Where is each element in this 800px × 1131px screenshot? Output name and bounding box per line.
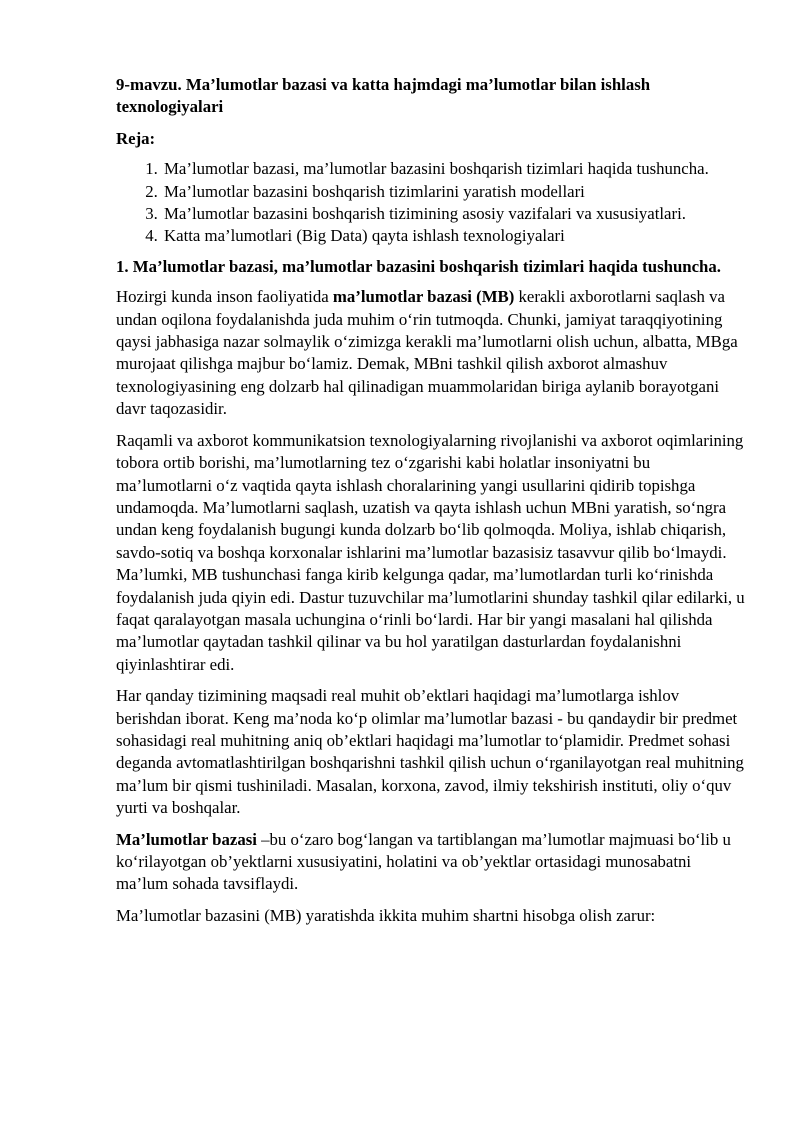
paragraph-5: Ma’lumotlar bazasini (MB) yaratishda ikkita muhim shartni hisobga olish zarur: [116, 905, 656, 925]
plan-heading: Reja: [116, 128, 156, 148]
paragraph-3: Har qanday tizimining maqsadi real muhit ob’ektlari haqidagi ma’lumotlarga ishlov berishdan iborat. Keng ma’noda ko‘p olimlar ma’lumotlar bazasi - bu qandaydir bir predmet sohasidagi real muhitning aniq ob’ektlari haqidagi ma’lumotlar to‘plamidir. Predmet sohasi deganda avtomatlashtirilgan boshqarishni tashkil qilish uchun o‘rganilayotgan real muhitning ma’lum bir qismi tushiniladi. Masalan, korxona, zavod, ilmiy tekshirish instituti, oliy o‘quv yurti va boshqalar. [116, 686, 744, 818]
paragraph-1-intro: Hozirgi kunda inson faoliyatida [116, 287, 333, 307]
plan-item-3: 3. Ma’lumotlar bazasini boshqarish tizimining asosiy vazifalari va xususiyatlari. [162, 203, 746, 225]
paragraph-1-body: kerakli axborotlarni saqlash va undan oqilona foydalanishda juda muhim o‘rin tutmoqda. Chunki, jamiyat taraqqiyotining qaysi jabhasiga nazar solmaylik o‘zimizga kerakli ma’lumotlarni olish uchun, albatta, MBga murojaat qilishga majbur bo‘lamiz. Demak, MBni tashkil qilish axborot almashuv texnologiyasining eng dolzarb hal qilinadigan muammolaridan biriga aylanib borayotgani davr taqozasidir. [116, 287, 738, 419]
paragraph-4-term: Ma’lumotlar bazasi [116, 829, 257, 849]
plan-item-4: 4. Katta ma’lumotlari (Big Data) qayta ishlash texnologiyalari [162, 225, 746, 247]
section-1-heading: 1. Ma’lumotlar bazasi, ma’lumotlar bazasini boshqarish tizimlari haqida tushuncha. [116, 256, 721, 276]
paragraph-4 [116, 829, 746, 896]
paragraph-4-body: –bu o‘zaro bog‘langan va tartiblangan ma’lumotlar majmuasi bo‘lib u ko‘rilayotgan ob’yektlarni xususiyatini, holatini va ob’yektlar ortasidagi munosabatni ma’lum sohada tavsiflaydi. [116, 829, 731, 894]
plan-list [116, 158, 746, 248]
paragraph-1-term: ma’lumotlar bazasi (MB) [332, 287, 515, 307]
plan-item-1: 1. Ma’lumotlar bazasi, ma’lumotlar bazasini boshqarish tizimlari haqida tushuncha. [162, 158, 746, 180]
plan-item-2: 2. Ma’lumotlar bazasini boshqarish tizimlarini yaratish modellari [162, 181, 746, 203]
paragraph-2: Raqamli va axborot kommunikatsion texnologiyalarning rivojlanishi va axborot oqimlarining tobora ortib borishi, ma’lumotlarning tez o‘zgarishi kabi holatlar insoniyatni bu ma’lumotlarni o‘z vaqtida qayta ishlash choralarining yangi usullarini qidirib topishga undamoqda. Ma’lumotlarni saqlash, uzatish va qayta ishlash uchun MBni yaratish, so‘ngra undan keng foydalanish bugungi kunda dolzarb bo‘lib qolmoqda. Moliya, ishlab chiqarish, savdo-sotiq va boshqa korxonalar ishlarini ma’lumotlar bazasisiz tasavvur qilib bo‘lmaydi. Ma’lumki, MB tushunchasi fanga kirib kelgunga qadar, ma’lumotlardan turli ko‘rinishda foydalanish juda qiyin edi. Dastur tuzuvchilar ma’lumotlarini shunday tashkil qilar edilarki, u faqat qaralayotgan masala uchungina o‘rinli bo‘lardi. Har bir yangi masalani hal qilishda ma’lumotlar qaytadan tashkil qilinar va bu hol yaratilgan dasturlardan foydalanishni qiyinlashtirar edi. [116, 430, 745, 674]
document-page [116, 74, 746, 936]
document-title: 9-mavzu. Ma’lumotlar bazasi va katta hajmdagi ma’lumotlar bilan ishlash texnologiyalari [116, 75, 651, 117]
paragraph-1 [116, 286, 746, 420]
